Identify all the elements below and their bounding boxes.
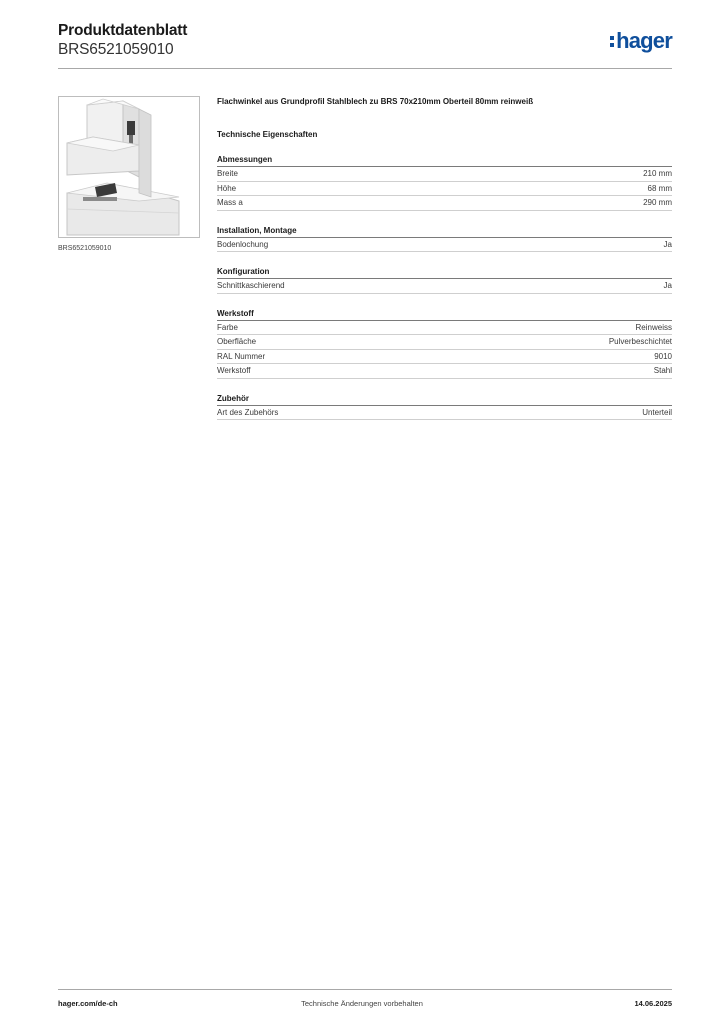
footer-website: hager.com/de-ch <box>58 999 118 1008</box>
property-value: 290 mm <box>643 198 672 207</box>
section-title: Abmessungen <box>217 154 672 167</box>
cable-duct-angle-illustration <box>59 97 199 237</box>
logo-colon-icon <box>610 32 614 49</box>
table-row <box>217 196 672 211</box>
header-divider <box>58 68 672 69</box>
document-header <box>58 22 672 59</box>
article-number: BRS6521059010 <box>58 41 174 58</box>
section-title: Installation, Montage <box>217 225 672 238</box>
product-image <box>58 96 200 238</box>
property-value: 9010 <box>654 351 672 361</box>
table-row <box>217 335 672 350</box>
table-row <box>217 182 672 197</box>
footer-date: 14.06.2025 <box>634 999 672 1008</box>
property-label: Oberfläche <box>217 337 257 346</box>
product-description: Flachwinkel aus Grundprofil Stahlblech zu BRS 70x210mm Oberteil 80mm reinweiß <box>217 97 534 106</box>
section-title: Werkstoff <box>217 308 672 321</box>
property-label: Schnittkaschierend <box>217 281 285 290</box>
section-configuration <box>217 266 672 294</box>
property-value: 68 mm <box>647 183 672 193</box>
property-value: Reinweiss <box>635 322 672 332</box>
property-label: Bodenlochung <box>217 239 269 249</box>
hager-logo <box>610 28 672 54</box>
page-title: Produktdatenblatt <box>58 22 188 39</box>
property-value: Pulverbeschichtet <box>608 337 672 346</box>
section-accessories <box>217 393 672 421</box>
property-label: Höhe <box>217 183 237 193</box>
property-value: 210 mm <box>643 169 672 178</box>
table-row <box>217 350 672 365</box>
table-row <box>217 238 672 253</box>
property-label: Mass a <box>217 198 243 207</box>
table-row <box>217 364 672 379</box>
footer-notice: Technische Änderungen vorbehalten <box>301 999 423 1008</box>
table-row <box>217 279 672 294</box>
property-value: Stahl <box>653 366 672 375</box>
property-label: Art des Zubehörs <box>217 407 279 417</box>
table-row <box>217 406 672 421</box>
section-title: Zubehör <box>217 393 672 406</box>
property-label: RAL Nummer <box>217 351 266 361</box>
property-label: Werkstoff <box>217 366 251 375</box>
section-dimensions <box>217 154 672 211</box>
logo-text: hager <box>616 28 672 53</box>
property-value: Ja <box>663 239 672 249</box>
technical-properties-heading: Technische Eigenschaften <box>217 130 318 139</box>
table-row <box>217 321 672 336</box>
section-installation <box>217 225 672 253</box>
section-material <box>217 308 672 379</box>
product-details <box>217 96 672 420</box>
footer-divider <box>58 989 672 990</box>
property-value: Ja <box>663 281 672 290</box>
section-title: Konfiguration <box>217 266 672 279</box>
property-value: Unterteil <box>642 407 672 417</box>
image-caption: BRS6521059010 <box>58 245 112 252</box>
property-label: Farbe <box>217 322 238 332</box>
property-label: Breite <box>217 169 238 178</box>
table-row <box>217 167 672 182</box>
